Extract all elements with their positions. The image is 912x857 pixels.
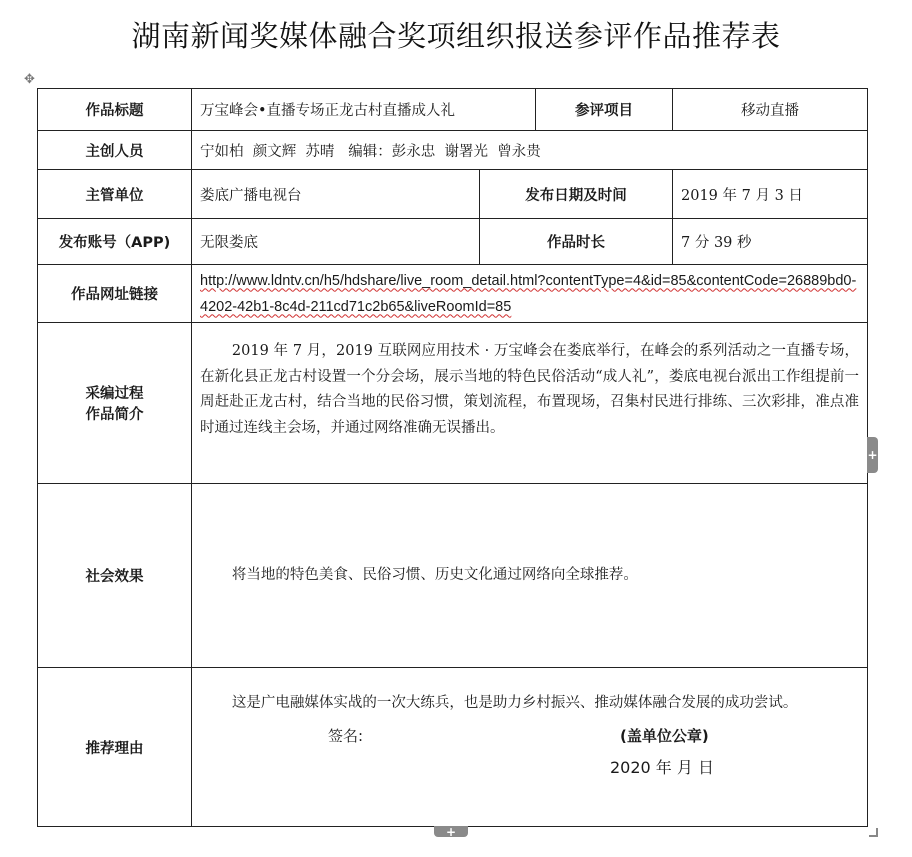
row-work-title <box>38 89 868 131</box>
process-label-line2: 作品简介 <box>85 407 144 423</box>
category-value[interactable]: 移动直播 <box>673 89 868 131</box>
four-arrow-move-icon[interactable]: ✥ <box>24 72 35 87</box>
creators-label: 主创人员 <box>38 131 192 170</box>
duration-label: 作品时长 <box>480 219 673 265</box>
org-value[interactable]: 娄底广播电视台 <box>192 170 480 219</box>
org-label: 主管单位 <box>38 170 192 219</box>
publish-time-label: 发布日期及时间 <box>480 170 673 219</box>
process-text: 2019 年 7 月，2019 互联网应用技术 · 万宝峰会在娄底举行，在峰会的系列活动之一直播专场，在新化县正龙古村设置一个分会场，展示当地的特色民俗活动“成人礼”，娄底电视台派出工作组提前一周赶赴正龙古村，结合当地的民俗习惯，策划流程，布置现场，召集村民进行排练、三次彩排，准点准时通过连线主会场，并通过网络准确无误播出。 <box>200 343 859 436</box>
process-label-line1: 采编过程 <box>85 386 144 402</box>
plus-icon[interactable]: + <box>434 826 468 837</box>
url-cell[interactable] <box>192 265 868 323</box>
row-url <box>38 265 868 323</box>
row-account <box>38 219 868 265</box>
resize-corner-icon[interactable] <box>869 828 878 837</box>
process-label <box>38 323 192 484</box>
signature-label: 签名: <box>328 727 364 745</box>
effect-label: 社会效果 <box>38 484 192 668</box>
signature-block <box>200 717 859 793</box>
row-org <box>38 170 868 219</box>
effect-text: 将当地的特色美食、民俗习惯、历史文化通过网络向全球推荐。 <box>231 566 638 583</box>
publish-time-value[interactable]: 2019 年 7 月 3 日 <box>673 170 868 219</box>
duration-value[interactable]: 7 分 39 秒 <box>673 219 868 265</box>
effect-cell[interactable] <box>192 484 868 668</box>
account-label: 发布账号（APP) <box>38 219 192 265</box>
creators-value[interactable]: 宁如柏 颜文辉 苏晴 编辑：彭永忠 谢署光 曾永贵 <box>192 131 868 170</box>
row-process <box>38 323 868 484</box>
category-label: 参评项目 <box>536 89 673 131</box>
recommendation-form-table <box>37 88 868 827</box>
work-title-label: 作品标题 <box>38 89 192 131</box>
plus-icon[interactable]: + <box>867 437 878 473</box>
stamp-label: (盖单位公章) <box>620 727 709 745</box>
reason-text: 这是广电融媒体实战的一次大练兵，也是助力乡村振兴、推动媒体融合发展的成功尝试。 <box>231 695 798 711</box>
reason-label: 推荐理由 <box>38 668 192 827</box>
page-title: 湖南新闻奖媒体融合奖项组织报送参评作品推荐表 <box>131 19 781 53</box>
row-effect <box>38 484 868 668</box>
url-label: 作品网址链接 <box>38 265 192 323</box>
sign-date: 2020 年 月 日 <box>610 758 714 777</box>
row-reason <box>38 668 868 827</box>
reason-cell[interactable] <box>192 668 868 827</box>
work-title-value[interactable]: 万宝峰会•直播专场正龙古村直播成人礼 <box>192 89 536 131</box>
row-creators <box>38 131 868 170</box>
process-cell[interactable] <box>192 323 868 484</box>
account-value[interactable]: 无限娄底 <box>192 219 480 265</box>
work-url-link[interactable]: http://www.ldntv.cn/h5/hdshare/live_room_detail.html?contentType=4&id=85&contentCode=26889bd0-4202-42b1-8c4d-211cd71c2b65&liveRoomId=85 <box>200 272 857 315</box>
